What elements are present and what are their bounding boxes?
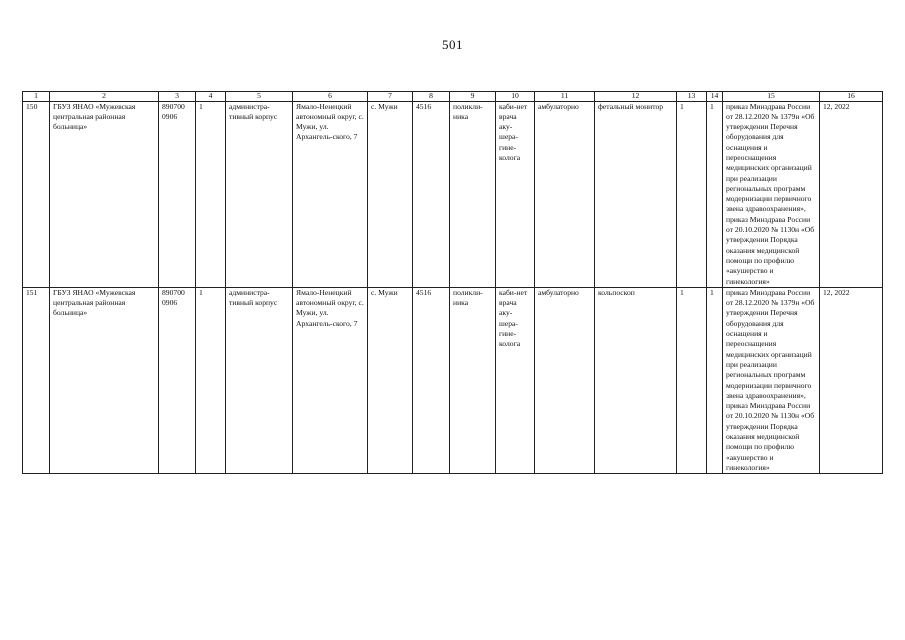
column-header-1: 1 [23,92,50,102]
equipment-name-cell: фетальный монитор [595,101,677,287]
row-number-cell: 150 [23,101,50,287]
address-cell: Ямало-Ненецкий автономный округ, с. Мужи, ул. Архангель-ского, 7 [293,287,368,473]
settlement-cell: с. Мужи [368,287,413,473]
table-body [23,101,883,474]
equipment-table [22,91,883,474]
deadline-cell: 12, 2022 [820,287,883,473]
building-type-cell: администра-тивный корпус [226,287,293,473]
cabinet-cell: каби-нет врача аку-шера-гине-колога [496,287,535,473]
address-cell: Ямало-Ненецкий автономный округ, с. Мужи, ул. Архангель-ского, 7 [293,101,368,287]
settlement-cell: с. Мужи [368,101,413,287]
inn-code-cell: 890700 0906 [159,101,196,287]
column-header-4: 4 [196,92,226,102]
column-header-16: 16 [820,92,883,102]
column-header-8: 8 [413,92,450,102]
code-cell: 4516 [413,101,450,287]
column-header-10: 10 [496,92,535,102]
quantity-2-cell: 1 [707,101,723,287]
column-header-5: 5 [226,92,293,102]
equipment-name-cell: кольпоскоп [595,287,677,473]
column-header-9: 9 [450,92,496,102]
row-number-cell: 151 [23,287,50,473]
code-cell: 4516 [413,287,450,473]
organization-name-cell: ГБУЗ ЯНАО «Мужевская центральная районная больница» [50,287,159,473]
table-row [23,101,883,287]
count-building-cell: 1 [196,101,226,287]
cabinet-cell: каби-нет врача аку-шера-гине-колога [496,101,535,287]
quantity-cell: 1 [677,101,707,287]
count-building-cell: 1 [196,287,226,473]
page-number: 501 [442,37,463,52]
inn-code-cell: 890700 0906 [159,287,196,473]
quantity-cell: 1 [677,287,707,473]
column-header-12: 12 [595,92,677,102]
table-row [23,287,883,473]
column-header-15: 15 [723,92,820,102]
header-row [23,92,883,102]
legal-basis-cell: приказ Минздрава России от 28.12.2020 № 1379н «Об утверждении Перечня оборудования для оснащения и переоснащения медицинских организаций при реализации региональных программ модернизации первичного звена здравоохранения», приказ Минздрава России от 20.10.2020 № 1130н «Об утверждении Порядка оказания медицинской помощи по профилю «акушерство и гинекология» [723,287,820,473]
column-header-14: 14 [707,92,723,102]
building-type-cell: администра-тивный корпус [226,101,293,287]
column-header-6: 6 [293,92,368,102]
department-cell: поликли-ника [450,101,496,287]
column-header-13: 13 [677,92,707,102]
legal-basis-cell: приказ Минздрава России от 28.12.2020 № 1379н «Об утверждении Перечня оборудования для оснащения и переоснащения медицинских организаций при реализации региональных программ модернизации первичного звена здравоохранения», приказ Минздрава России от 20.10.2020 № 1130н «Об утверждении Порядка оказания медицинской помощи по профилю «акушерство и гинекология» [723,101,820,287]
quantity-2-cell: 1 [707,287,723,473]
column-header-3: 3 [159,92,196,102]
column-header-11: 11 [535,92,595,102]
care-form-cell: амбулаторно [535,287,595,473]
column-header-7: 7 [368,92,413,102]
table-header [23,92,883,102]
care-form-cell: амбулаторно [535,101,595,287]
column-header-2: 2 [50,92,159,102]
organization-name-cell: ГБУЗ ЯНАО «Мужевская центральная районная больница» [50,101,159,287]
department-cell: поликли-ника [450,287,496,473]
deadline-cell: 12, 2022 [820,101,883,287]
